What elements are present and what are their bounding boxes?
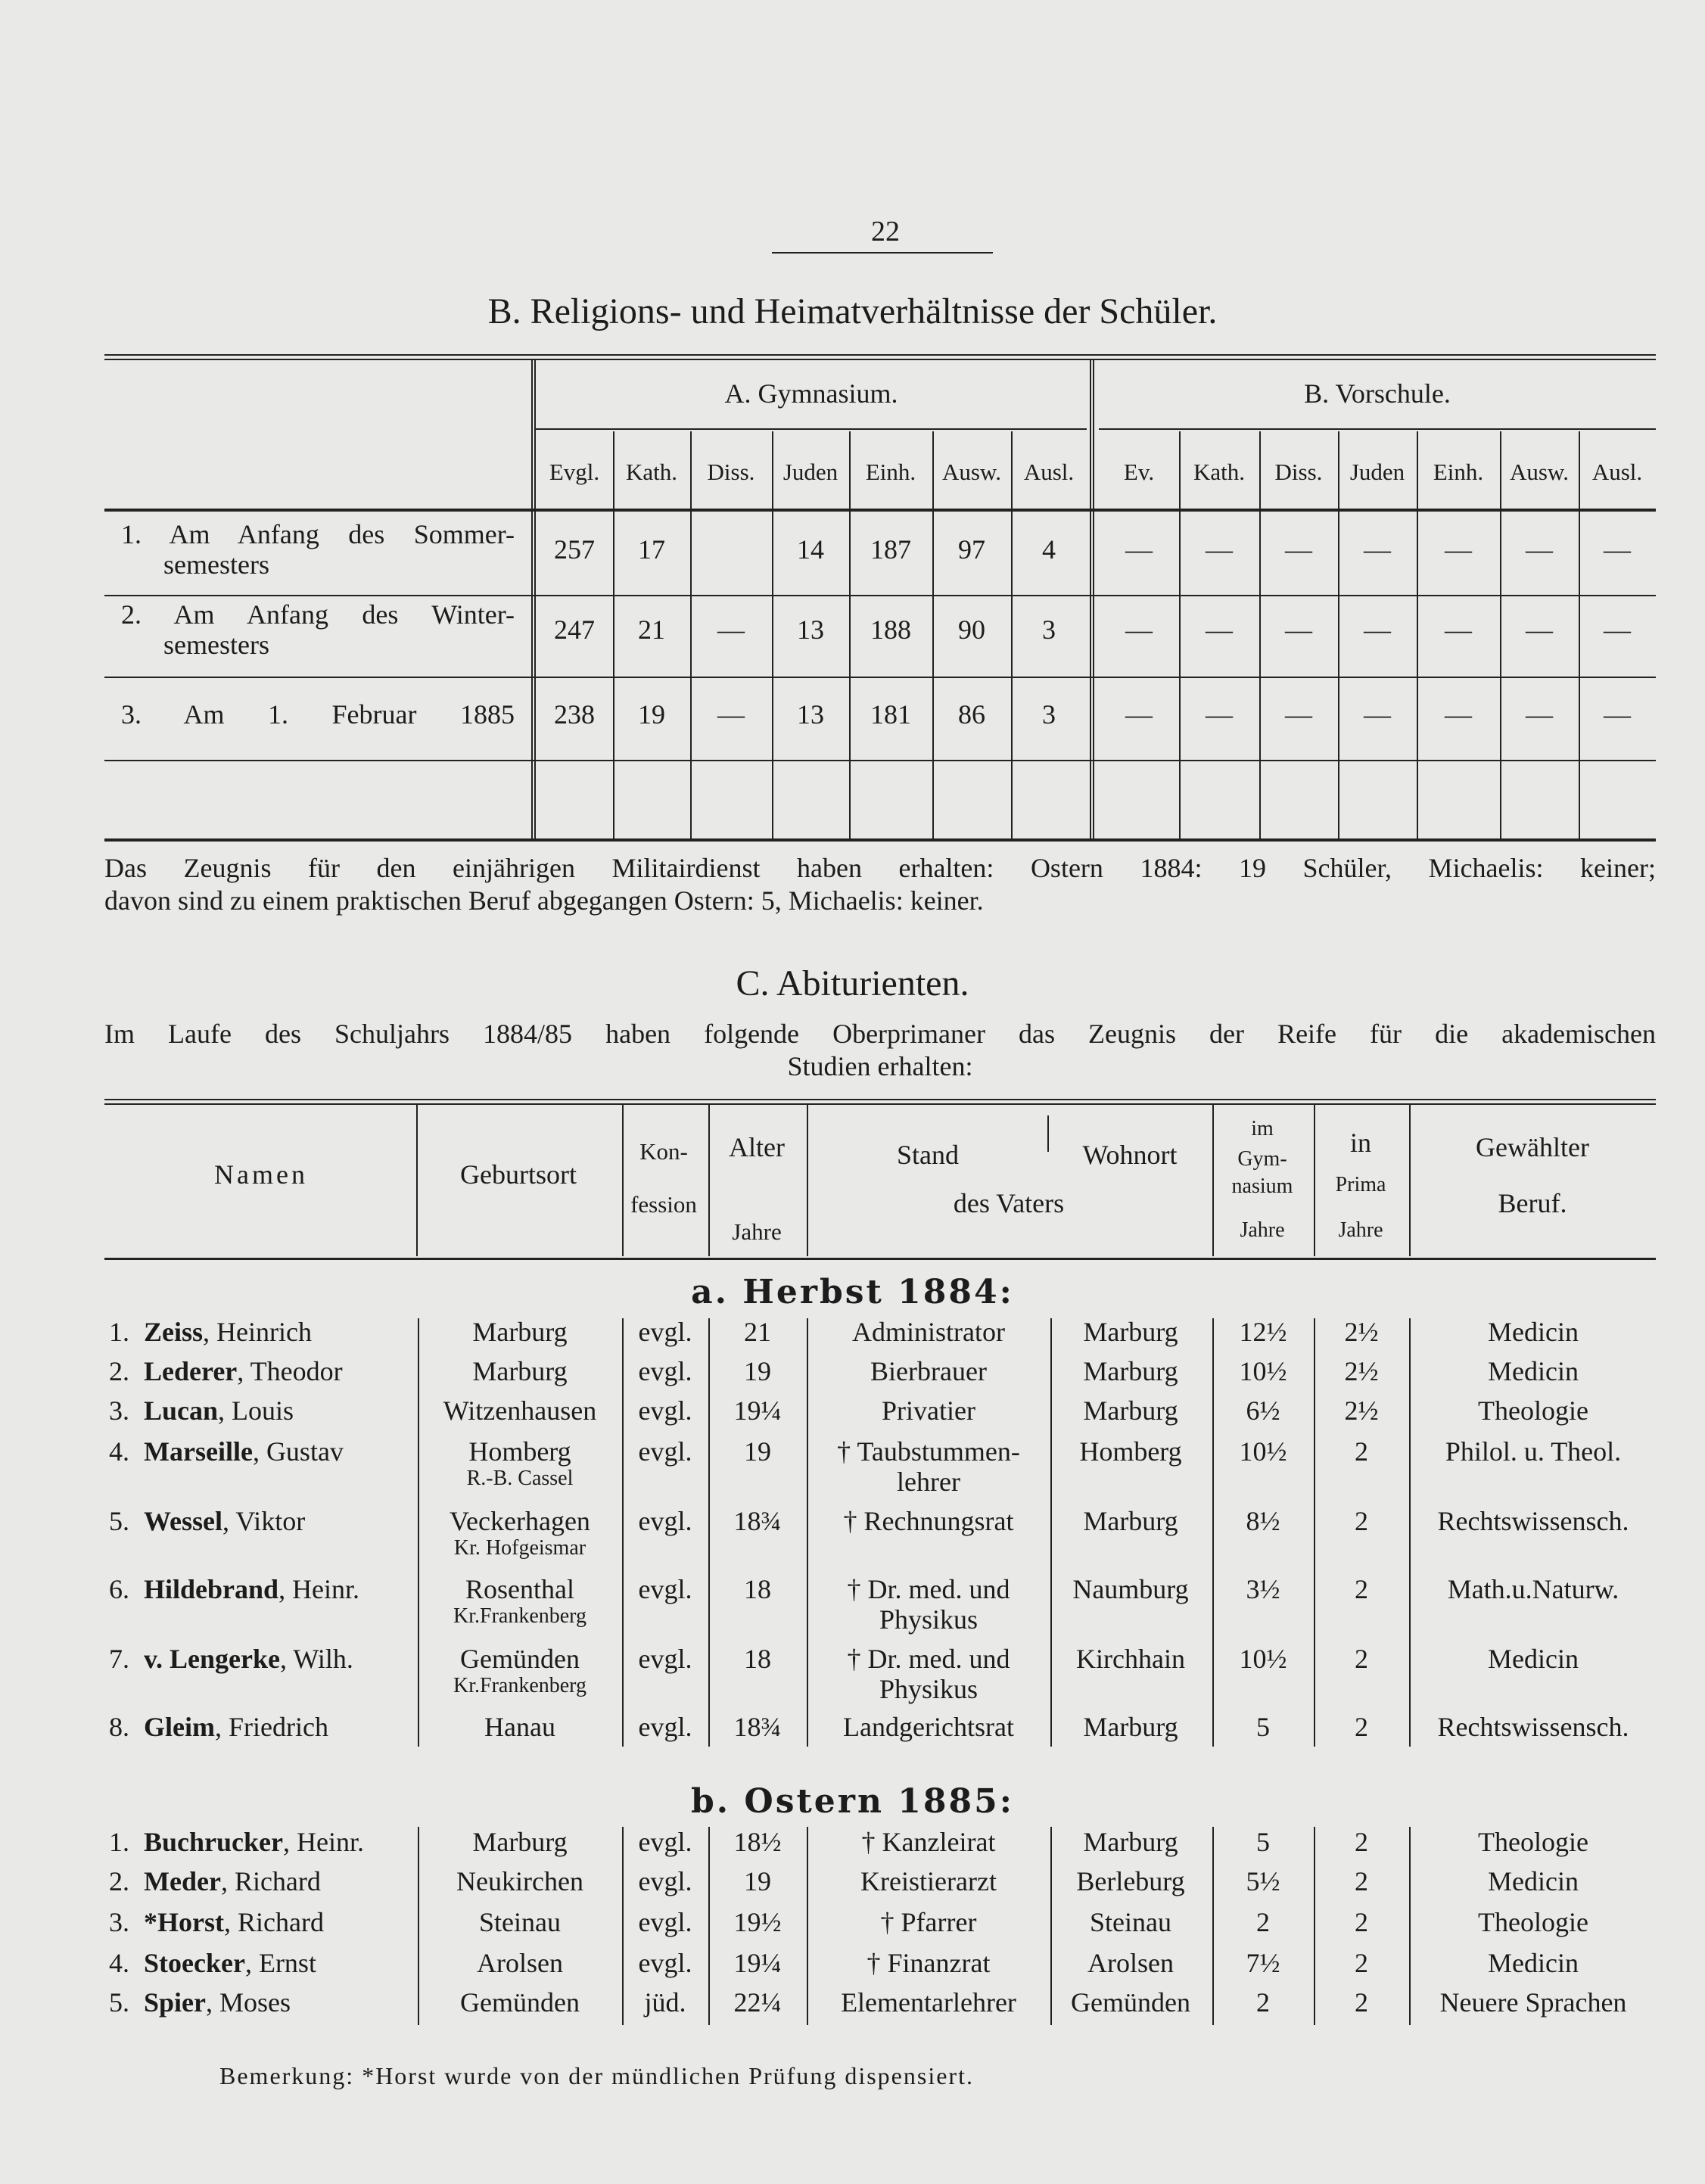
column-divider xyxy=(1314,1105,1315,1256)
years-prima: 2 xyxy=(1355,1644,1368,1674)
column-divider xyxy=(807,1105,808,1256)
header-prima: Prima xyxy=(1335,1173,1386,1196)
column-divider xyxy=(1259,431,1261,838)
column-divider xyxy=(622,1105,624,1256)
column-divider xyxy=(1212,1105,1214,1256)
header-kon: Kon- xyxy=(639,1138,688,1165)
table-cell: 86 xyxy=(958,699,985,730)
age: 19 xyxy=(744,1866,771,1896)
column-divider xyxy=(807,1827,808,2025)
intro-line-1: Im Laufe des Schuljahrs 1884/85 haben folgende Oberprimaner das Zeugnis der Reife für die akademischen xyxy=(104,1019,1656,1049)
page-number: 22 xyxy=(871,216,900,247)
row-number: 4. xyxy=(109,1948,129,1978)
table-cell: 13 xyxy=(797,614,824,645)
age: 19¼ xyxy=(733,1948,782,1978)
first-name: , Gustav xyxy=(252,1436,344,1467)
surname: Spier xyxy=(144,1987,207,2018)
first-name: , Viktor xyxy=(222,1506,306,1536)
age: 22¼ xyxy=(733,1987,782,2018)
confession: evgl. xyxy=(638,1395,692,1426)
table-cell: — xyxy=(717,699,745,730)
first-name: , Richard xyxy=(223,1907,324,1937)
table-cell: 90 xyxy=(958,614,985,645)
table-cell: — xyxy=(1604,534,1631,565)
years-gymnasium: 10½ xyxy=(1239,1356,1287,1386)
column-divider xyxy=(622,1827,624,2025)
row-number: 7. xyxy=(109,1644,129,1674)
row-number: 3. xyxy=(109,1395,129,1426)
father-occupation: Landgerichtsrat xyxy=(843,1712,1014,1742)
table-cell: — xyxy=(1364,534,1391,565)
section-c-intro xyxy=(104,1018,1656,1083)
age: 21 xyxy=(744,1317,771,1347)
row-number: 1. xyxy=(109,1317,129,1347)
row-number: 2. xyxy=(109,1866,129,1896)
student-name xyxy=(144,1987,291,2018)
student-name xyxy=(144,1574,359,1604)
birthplace: Gemünden xyxy=(460,1987,580,2018)
birthplace: Marburg xyxy=(472,1317,568,1347)
age: 19 xyxy=(744,1436,771,1467)
first-name: , Moses xyxy=(206,1987,291,2018)
table-cell: — xyxy=(1526,614,1553,645)
chosen-profession: Rechtswissensch. xyxy=(1437,1712,1629,1742)
table-cell: — xyxy=(1364,699,1391,730)
first-name: , Heinrich xyxy=(203,1317,312,1347)
header-geburtsort: Geburtsort xyxy=(460,1159,577,1190)
father-residence: Arolsen xyxy=(1087,1948,1174,1978)
col-header-a: Kath. xyxy=(625,459,677,485)
father-occupation: † Taubstummen- xyxy=(837,1436,1020,1467)
years-prima: 2 xyxy=(1355,1948,1368,1978)
chosen-profession: Medicin xyxy=(1488,1866,1579,1896)
table-cell: 21 xyxy=(638,614,665,645)
remark-footnote: Bemerkung: *Horst wurde von der mündlichen Prüfung dispensiert. xyxy=(219,2062,974,2089)
birthplace: Gemünden xyxy=(460,1644,580,1674)
table-cell: 4 xyxy=(1042,534,1056,565)
table-cell: 188 xyxy=(870,614,911,645)
father-residence: Berleburg xyxy=(1076,1866,1185,1896)
surname: Wessel xyxy=(144,1506,222,1536)
table-cell: 187 xyxy=(870,534,911,565)
birthplace: Marburg xyxy=(472,1356,568,1386)
table-cell: 247 xyxy=(554,614,595,645)
student-name xyxy=(144,1644,353,1674)
surname: Lederer xyxy=(144,1356,238,1386)
chosen-profession: Philol. u. Theol. xyxy=(1445,1436,1622,1467)
years-prima: 2 xyxy=(1355,1436,1368,1467)
student-name xyxy=(144,1712,328,1742)
column-divider xyxy=(1011,431,1013,838)
father-occupation-cont: Physikus xyxy=(879,1604,979,1635)
years-gymnasium: 5½ xyxy=(1246,1866,1280,1896)
row-label: 3. Am 1. Februar 1885 xyxy=(121,699,515,730)
col-header-a: Diss. xyxy=(707,459,755,485)
father-residence: Gemünden xyxy=(1071,1987,1190,2018)
confession: evgl. xyxy=(638,1644,692,1674)
birthplace: Homberg xyxy=(468,1436,571,1467)
birthplace: Rosenthal xyxy=(465,1574,574,1604)
father-residence: Marburg xyxy=(1083,1827,1178,1857)
column-divider xyxy=(418,1827,419,2025)
column-divider xyxy=(1417,431,1418,838)
age: 18 xyxy=(744,1574,771,1604)
table-cell: — xyxy=(1526,699,1553,730)
confession: evgl. xyxy=(638,1506,692,1536)
years-gymnasium: 12½ xyxy=(1239,1317,1287,1347)
header-beruf: Beruf. xyxy=(1498,1188,1567,1218)
surname: v. Lengerke xyxy=(144,1644,280,1674)
years-gymnasium: 10½ xyxy=(1239,1644,1287,1674)
chosen-profession: Theologie xyxy=(1478,1827,1588,1857)
table-cell: — xyxy=(1285,534,1312,565)
group-a-header: A. Gymnasium. xyxy=(724,378,898,409)
father-occupation: Elementarlehrer xyxy=(841,1987,1016,2018)
column-divider xyxy=(708,1105,710,1256)
column-divider xyxy=(932,431,934,838)
column-divider xyxy=(622,1318,624,1747)
column-divider xyxy=(1314,1318,1315,1747)
confession: evgl. xyxy=(638,1356,692,1386)
years-prima: 2½ xyxy=(1344,1317,1379,1347)
chosen-profession: Neuere Sprachen xyxy=(1439,1987,1627,2018)
birthplace: Veckerhagen xyxy=(450,1506,590,1536)
column-divider xyxy=(807,1318,808,1747)
column-divider xyxy=(531,360,536,838)
header-des-vaters: des Vaters xyxy=(953,1188,1065,1218)
years-prima: 2 xyxy=(1355,1907,1368,1937)
birthplace-district: Kr.Frankenberg xyxy=(453,1604,586,1628)
column-divider xyxy=(1409,1318,1411,1747)
col-header-b: Einh. xyxy=(1433,459,1484,485)
first-name: , Wilh. xyxy=(279,1644,353,1674)
chosen-profession: Theologie xyxy=(1478,1907,1588,1937)
column-divider xyxy=(1179,431,1181,838)
header-im: im xyxy=(1251,1117,1274,1140)
father-occupation: † Kanzleirat xyxy=(861,1827,996,1857)
age: 19½ xyxy=(733,1907,782,1937)
column-divider xyxy=(708,1827,710,2025)
row-label: 2. Am Anfang des Winter- xyxy=(121,599,515,630)
col-header-a: Ausw. xyxy=(941,459,1002,485)
father-occupation: † Dr. med. und xyxy=(847,1644,1010,1674)
table-cell: — xyxy=(1604,699,1631,730)
years-gymnasium: 5 xyxy=(1256,1712,1270,1742)
birthplace: Arolsen xyxy=(477,1948,563,1978)
surname: Meder xyxy=(144,1866,221,1896)
header-namen: Namen xyxy=(214,1159,308,1190)
first-name: , Louis xyxy=(218,1395,294,1426)
surname: Hildebrand xyxy=(144,1574,279,1604)
military-note-line-2: davon sind zu einem praktischen Beruf abgegangen Ostern: 5, Michaelis: keiner. xyxy=(104,885,984,916)
header-gym-jahre: Jahre xyxy=(1240,1218,1285,1242)
table-cell: — xyxy=(1445,614,1472,645)
years-gymnasium: 7½ xyxy=(1246,1948,1280,1978)
years-gymnasium: 3½ xyxy=(1246,1574,1280,1604)
column-divider xyxy=(416,1105,418,1256)
father-residence: Homberg xyxy=(1079,1436,1182,1467)
confession: evgl. xyxy=(638,1574,692,1604)
military-note-line-1: Das Zeugnis für den einjährigen Militairdienst haben erhalten: Ostern 1884: 19 Schüler, Michaelis: keiner; xyxy=(104,853,1656,883)
surname: Zeiss xyxy=(144,1317,204,1347)
surname: Marseille xyxy=(144,1436,253,1467)
years-prima: 2 xyxy=(1355,1712,1368,1742)
col-header-b: Ausl. xyxy=(1591,459,1643,485)
first-name: , Heinr. xyxy=(283,1827,364,1857)
table-cell: 3 xyxy=(1042,614,1056,645)
row-rule xyxy=(104,595,1656,596)
father-occupation: Kreistierarzt xyxy=(860,1866,997,1896)
father-occupation: † Finanzrat xyxy=(867,1948,991,1978)
column-divider xyxy=(1090,360,1094,838)
column-divider xyxy=(613,431,614,838)
student-name xyxy=(144,1317,312,1347)
section-b-title: B. Religions- und Heimatverhältnisse der Schüler. xyxy=(487,291,1218,331)
birthplace: Hanau xyxy=(484,1712,555,1742)
table-cell: 13 xyxy=(797,699,824,730)
col-header-a: Ausl. xyxy=(1023,459,1075,485)
section-c-title: C. Abiturienten. xyxy=(736,963,969,1003)
header-jahre: Jahre xyxy=(732,1218,782,1245)
father-residence: Marburg xyxy=(1083,1506,1178,1536)
confession: evgl. xyxy=(638,1317,692,1347)
column-divider xyxy=(690,431,692,838)
header-gewaehlter: Gewählter xyxy=(1476,1132,1589,1162)
confession: evgl. xyxy=(638,1866,692,1896)
confession: evgl. xyxy=(638,1436,692,1467)
confession: evgl. xyxy=(638,1907,692,1937)
group-b-header: B. Vorschule. xyxy=(1304,378,1451,409)
age: 19¼ xyxy=(733,1395,782,1426)
father-residence: Marburg xyxy=(1083,1712,1178,1742)
row-number: 5. xyxy=(109,1987,129,2018)
confession: evgl. xyxy=(638,1827,692,1857)
page-number-rule xyxy=(772,252,993,254)
birthplace: Neukirchen xyxy=(456,1866,583,1896)
column-divider xyxy=(1409,1827,1411,2025)
col-header-a: Einh. xyxy=(865,459,916,485)
father-residence: Kirchhain xyxy=(1076,1644,1185,1674)
age: 18¾ xyxy=(733,1712,782,1742)
column-divider xyxy=(1579,431,1580,838)
years-prima: 2 xyxy=(1355,1827,1368,1857)
row-label: 1. Am Anfang des Sommer- xyxy=(121,519,515,549)
table-cell: — xyxy=(1364,614,1391,645)
years-prima: 2½ xyxy=(1344,1356,1379,1386)
column-divider xyxy=(772,431,773,838)
age: 18 xyxy=(744,1644,771,1674)
column-divider xyxy=(1047,1115,1049,1152)
header-alter: Alter xyxy=(729,1132,785,1162)
father-occupation: † Rechnungsrat xyxy=(843,1506,1014,1536)
row-number: 4. xyxy=(109,1436,129,1467)
student-name xyxy=(144,1907,324,1937)
student-name xyxy=(144,1395,294,1426)
student-name xyxy=(144,1948,316,1978)
years-prima: 2½ xyxy=(1344,1395,1379,1426)
chosen-profession: Rechtswissensch. xyxy=(1437,1506,1629,1536)
table-cell: 238 xyxy=(554,699,595,730)
birthplace: Marburg xyxy=(472,1827,568,1857)
years-gymnasium: 10½ xyxy=(1239,1436,1287,1467)
table-cell: 14 xyxy=(797,534,824,565)
father-occupation-cont: Physikus xyxy=(879,1674,979,1704)
father-occupation: † Dr. med. und xyxy=(847,1574,1010,1604)
first-name: , Richard xyxy=(220,1866,321,1896)
father-residence: Marburg xyxy=(1083,1395,1178,1426)
surname: Buchrucker xyxy=(144,1827,283,1857)
student-name xyxy=(144,1356,343,1386)
father-residence: Steinau xyxy=(1090,1907,1171,1937)
years-prima: 2 xyxy=(1355,1574,1368,1604)
column-divider xyxy=(1338,431,1339,838)
column-divider xyxy=(849,431,851,838)
surname: Gleim xyxy=(144,1712,215,1742)
birthplace-district: R.-B. Cassel xyxy=(466,1467,574,1490)
years-prima: 2 xyxy=(1355,1987,1368,2018)
col-header-b: Juden xyxy=(1349,459,1405,485)
table-cell: — xyxy=(717,614,745,645)
col-header-b: Ev. xyxy=(1123,459,1155,485)
table-cell: 181 xyxy=(870,699,911,730)
age: 19 xyxy=(744,1356,771,1386)
column-divider xyxy=(708,1318,710,1747)
father-occupation-cont: lehrer xyxy=(897,1467,960,1497)
student-name xyxy=(144,1866,321,1896)
table-top-rule xyxy=(104,354,1656,360)
herbst-heading: a. Herbst 1884: xyxy=(691,1273,1014,1311)
row-number: 1. xyxy=(109,1827,129,1857)
table-cell: 19 xyxy=(638,699,665,730)
intro-line-2: Studien erhalten: xyxy=(787,1051,973,1081)
years-gymnasium: 2 xyxy=(1256,1987,1270,2018)
table-cell: — xyxy=(1285,699,1312,730)
column-divider xyxy=(1500,431,1501,838)
table-cell: 257 xyxy=(554,534,595,565)
column-divider xyxy=(1212,1318,1214,1747)
row-label-cont: semesters xyxy=(163,549,269,580)
years-prima: 2 xyxy=(1355,1506,1368,1536)
first-name: , Ernst xyxy=(244,1948,316,1978)
header-prima-jahre: Jahre xyxy=(1338,1218,1383,1242)
surname: Stoecker xyxy=(144,1948,245,1978)
first-name: , Heinr. xyxy=(278,1574,360,1604)
confession: jüd. xyxy=(644,1987,686,2018)
row-rule xyxy=(104,760,1656,761)
student-name xyxy=(144,1827,364,1857)
table-cell: — xyxy=(1285,614,1312,645)
table-cell: — xyxy=(1604,614,1631,645)
header-fession: fession xyxy=(630,1191,697,1218)
years-gymnasium: 5 xyxy=(1256,1827,1270,1857)
table-cell: — xyxy=(1206,699,1233,730)
table-cell: — xyxy=(1445,534,1472,565)
first-name: , Friedrich xyxy=(214,1712,328,1742)
row-label-cont: semesters xyxy=(163,630,269,660)
ostern-heading: b. Ostern 1885: xyxy=(690,1782,1014,1821)
row-number: 3. xyxy=(109,1907,129,1937)
table-cell: 17 xyxy=(638,534,665,565)
birthplace: Steinau xyxy=(479,1907,561,1937)
birthplace: Witzenhausen xyxy=(443,1395,597,1426)
father-residence: Marburg xyxy=(1083,1356,1178,1386)
row-number: 2. xyxy=(109,1356,129,1386)
surname: Lucan xyxy=(144,1395,219,1426)
col-header-b: Kath. xyxy=(1193,459,1245,485)
col-header-a: Evgl. xyxy=(549,459,600,485)
confession: evgl. xyxy=(638,1712,692,1742)
birthplace-district: Kr. Hofgeismar xyxy=(453,1536,586,1560)
father-occupation: † Pfarrer xyxy=(880,1907,977,1937)
father-occupation: Privatier xyxy=(882,1395,975,1426)
col-header-b: Ausw. xyxy=(1509,459,1570,485)
confession: evgl. xyxy=(638,1948,692,1978)
chosen-profession: Medicin xyxy=(1488,1356,1579,1386)
chosen-profession: Math.u.Naturw. xyxy=(1447,1574,1619,1604)
column-divider xyxy=(1212,1827,1214,2025)
father-occupation: Bierbrauer xyxy=(870,1356,987,1386)
column-divider xyxy=(1050,1827,1052,2025)
row-number: 6. xyxy=(109,1574,129,1604)
chosen-profession: Medicin xyxy=(1488,1317,1579,1347)
column-divider xyxy=(1409,1105,1411,1256)
age: 18½ xyxy=(733,1827,782,1857)
header-stand: Stand xyxy=(896,1140,959,1170)
table-cell: — xyxy=(1445,699,1472,730)
chosen-profession: Theologie xyxy=(1478,1395,1588,1426)
row-rule xyxy=(104,677,1656,678)
column-divider xyxy=(1050,1318,1052,1747)
father-residence: Naumburg xyxy=(1072,1574,1189,1604)
father-occupation: Administrator xyxy=(852,1317,1005,1347)
student-name xyxy=(144,1506,305,1536)
table-cell: 97 xyxy=(958,534,985,565)
col-header-a: Juden xyxy=(782,459,838,485)
column-divider xyxy=(418,1318,419,1747)
years-gymnasium: 6½ xyxy=(1246,1395,1280,1426)
military-service-note xyxy=(104,852,1656,917)
father-residence: Marburg xyxy=(1083,1317,1178,1347)
years-gymnasium: 8½ xyxy=(1246,1506,1280,1536)
header-wohnort: Wohnort xyxy=(1082,1140,1178,1170)
table-cell: 3 xyxy=(1042,699,1056,730)
table-cell: — xyxy=(1206,534,1233,565)
row-number: 5. xyxy=(109,1506,129,1536)
surname: *Horst xyxy=(144,1907,224,1937)
age: 18¾ xyxy=(733,1506,782,1536)
header-gym: Gym- xyxy=(1237,1147,1287,1171)
student-name xyxy=(144,1436,344,1467)
header-nasium: nasium xyxy=(1231,1174,1293,1198)
table-cell: — xyxy=(1206,614,1233,645)
row-number: 8. xyxy=(109,1712,129,1742)
chosen-profession: Medicin xyxy=(1488,1948,1579,1978)
col-header-b: Diss. xyxy=(1274,459,1323,485)
years-gymnasium: 2 xyxy=(1256,1907,1270,1937)
chosen-profession: Medicin xyxy=(1488,1644,1579,1674)
column-divider xyxy=(1314,1827,1315,2025)
table-cell: — xyxy=(1526,534,1553,565)
table-cell: — xyxy=(1125,534,1153,565)
years-prima: 2 xyxy=(1355,1866,1368,1896)
header-in: in xyxy=(1349,1128,1371,1158)
table-cell: — xyxy=(1125,614,1153,645)
first-name: , Theodor xyxy=(237,1356,343,1386)
table-cell: — xyxy=(1125,699,1153,730)
birthplace-district: Kr.Frankenberg xyxy=(453,1674,586,1697)
